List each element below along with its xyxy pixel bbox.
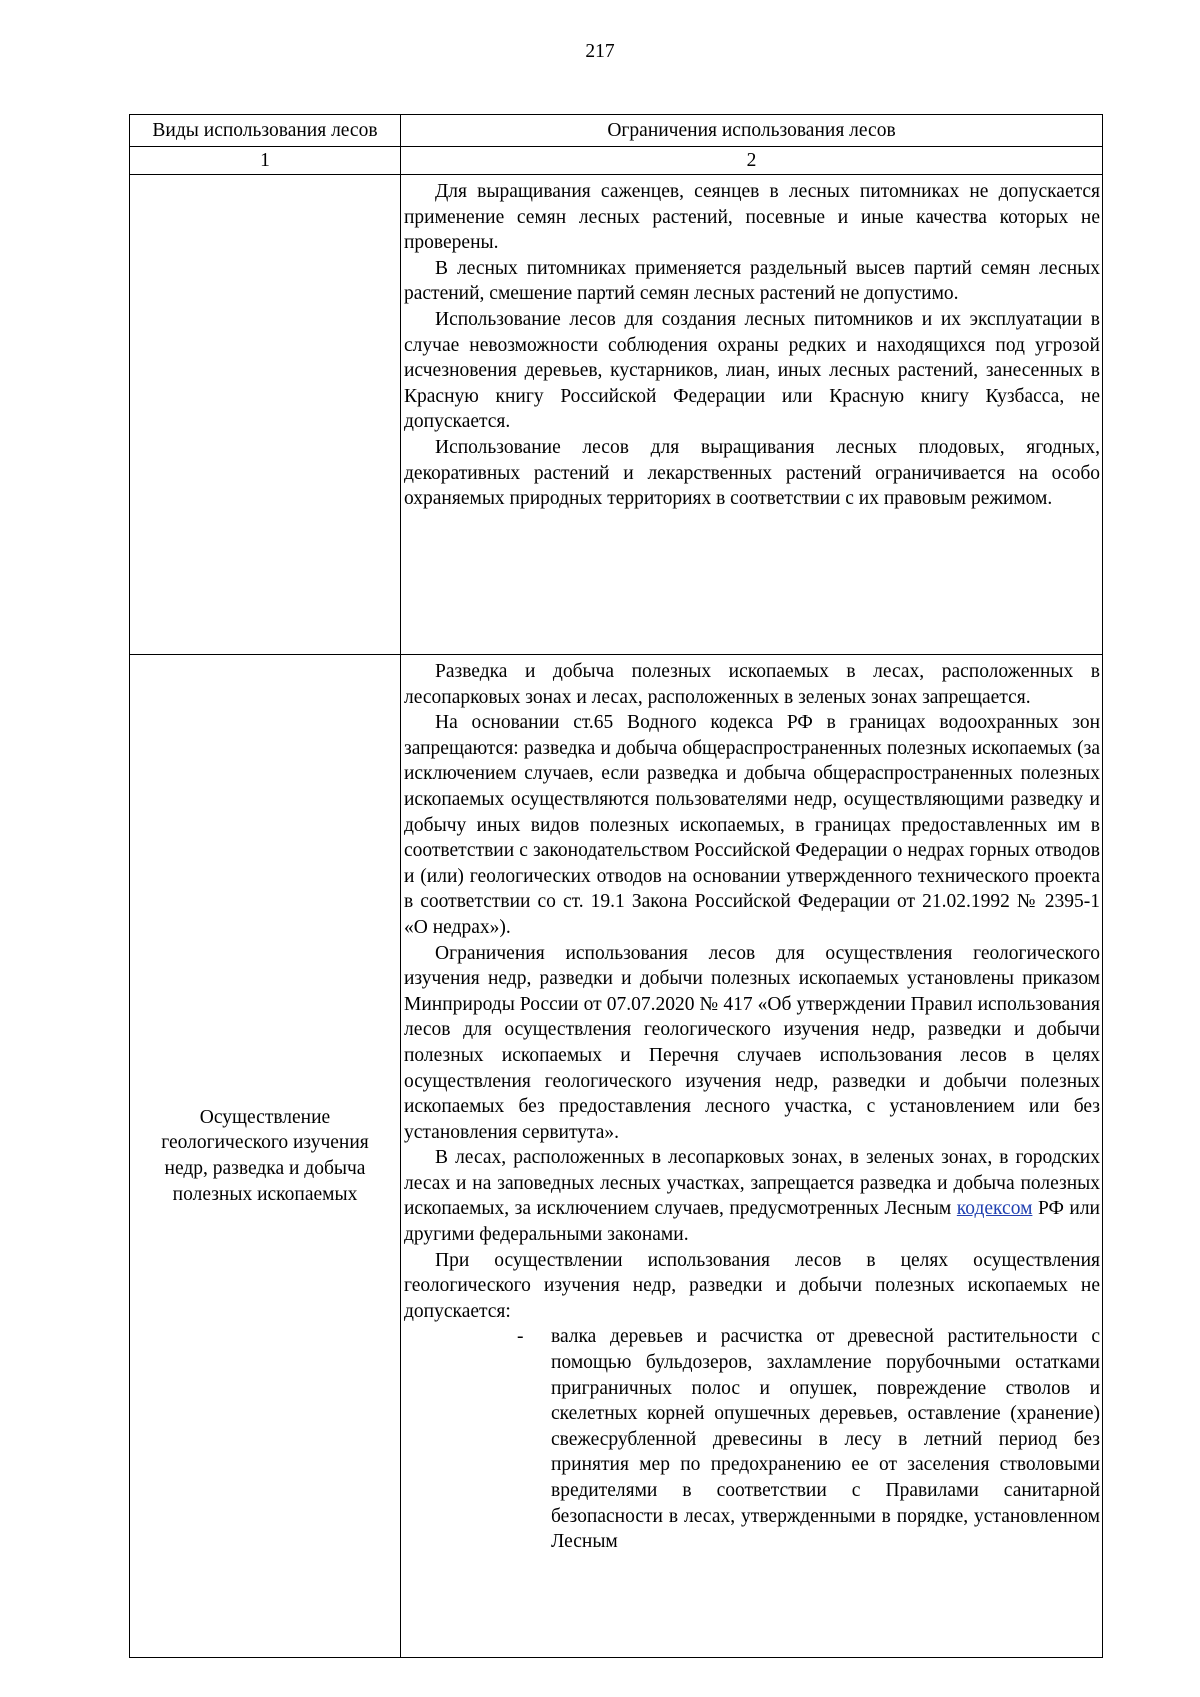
restriction-paragraph: Разведка и добыча полезных ископаемых в лесах, расположенных в лесопарковых зонах и лесах, расположенных в зеленых зонах запрещается.	[404, 661, 1100, 708]
table-row	[130, 655, 1103, 1658]
restriction-paragraph: Использование лесов для выращивания лесных плодовых, ягодных, декоративных растений и лекарственных растений ограничивается на особо охраняемых природных территориях в соответствии с их правовым режимом.	[404, 436, 1100, 510]
header-forest-use-types: Виды использования лесов	[130, 115, 401, 147]
restriction-paragraph: В лесных питомниках применяется раздельный высев партий семян лесных растений, смешение партий семян лесных растений не допустимо.	[404, 257, 1100, 305]
forest-use-restrictions-table	[129, 114, 1103, 1658]
restriction-paragraph: Для выращивания саженцев, сеянцев в лесных питомниках не допускается применение семян лесных растений, посевные и иные качества которых не проверены.	[404, 181, 1100, 254]
restriction-text: РФ или другими федеральными законами.	[404, 1198, 1100, 1246]
restriction-text: В лесах, расположенных в лесопарковых зонах, в зеленых зонах, в городских лесах и на заповедных лесных участках, запрещается разведка и добыча полезных ископаемых, за исключением случаев, предусмотренных Лесным	[404, 1147, 1100, 1220]
bullet-dash: -	[517, 1326, 524, 1348]
forest-code-link[interactable]: кодексом	[956, 1198, 1033, 1220]
forest-use-type-cell: Осуществление геологического изучения недр, разведка и добыча полезных ископаемых	[130, 655, 401, 1658]
restriction-paragraph: Ограничения использования лесов для осуществления геологического изучения недр, разведки и добычи полезных ископаемых установлены приказом Минприроды России от 07.07.2020 № 417 «Об утверждении Правил использования лесов для осуществления геологического изучения недр, разведки и добычи полезных ископаемых и Перечня случаев использования лесов в целях осуществления геологического изучения недр, разведки и добычи полезных ископаемых без предоставления лесного участка, с установлением или без установления сервитута».	[404, 942, 1100, 1143]
page-number: 217	[585, 41, 615, 62]
table-header-row	[130, 115, 1103, 147]
column-number-1: 1	[130, 147, 401, 175]
table-row	[130, 175, 1103, 655]
restriction-paragraph: Использование лесов для создания лесных питомников и их эксплуатации в случае невозможности соблюдения охраны редких и находящихся под угрозой исчезновения деревьев, кустарников, лиан, иных лесных растений, занесенных в Красную книгу Российской Федерации или Красную книгу Кузбасса, не допускается.	[404, 308, 1100, 433]
restrictions-cell	[401, 655, 1103, 1658]
restriction-paragraph: При осуществлении использования лесов в целях осуществления геологического изучения недр, разведки и добычи полезных ископаемых не допускается:	[404, 1249, 1100, 1322]
restriction-paragraph: На основании ст.65 Водного кодекса РФ в границах водоохранных зон запрещаются: разведка и добыча общераспространенных полезных ископаемых (за исключением случаев, если разведка и добыча общераспространенных полезных ископаемых осуществляются пользователями недр, осуществляющими разведку и добычу иных видов полезных ископаемых, в границах предоставленных им в соответствии с законодательством Российской Федерации о недрах горных отводов и (или) геологических отводов на основании утвержденного технического проекта в соответствии со ст. 19.1 Закона Российской Федерации от 21.02.1992 № 2395-1 «О недрах»).	[404, 712, 1100, 938]
bullet-text: валка деревьев и расчистка от древесной растительности с помощью бульдозеров, захламление порубочными остатками приграничных полос и опушек, повреждение стволов и скелетных корней опушечных деревьев, оставление (хранение) свежесрубленной древесины в лесу в летний период без принятия мер по предохранению ее от заселения стволовыми вредителями в соответствии с Правилами санитарной безопасности в лесах, утвержденными в порядке, установленном Лесным	[551, 1326, 1100, 1553]
restrictions-cell	[401, 175, 1103, 655]
restriction-paragraph	[404, 1145, 1100, 1247]
table-numbering-row	[130, 147, 1103, 175]
header-forest-use-restrictions: Ограничения использования лесов	[401, 115, 1103, 147]
column-number-2: 2	[401, 147, 1103, 175]
bullet-list-item	[404, 1324, 1100, 1554]
forest-use-type-cell	[130, 175, 401, 655]
